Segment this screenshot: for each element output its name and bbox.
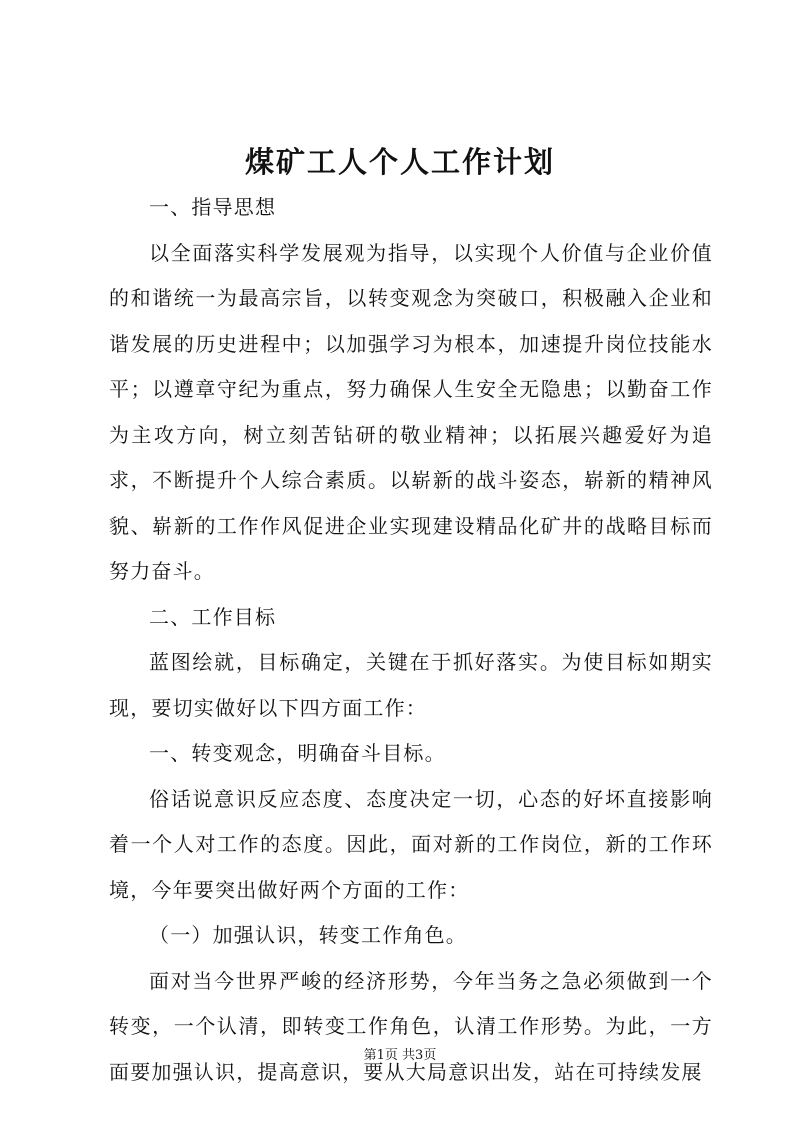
paragraph-guiding-ideology: 以全面落实科学发展观为指导，以实现个人价值与企业价值的和谐统一为最高宗旨，以转变观念为突破口，积极融入企业和谐发展的历史进程中；以加强学习为根本，加速提升岗位技能水平；以遵章守纪为重点，努力确保人生安全无隐患；以勤奋工作为主攻方向，树立刻苦钻研的敬业精神；以拓展兴趣爱好为追求，不断提升个人综合素质。以崭新的战斗姿态，崭新的精神风貌、崭新的工作作风促进企业实现建设精品化矿井的战略目标而努力奋斗。 bbox=[109, 240, 713, 583]
subheading-strengthen-awareness: （一）加强认识，转变工作角色。 bbox=[149, 923, 467, 947]
subheading-change-concept: 一、转变观念，明确奋斗目标。 bbox=[149, 741, 446, 765]
heading-work-goals: 二、工作目标 bbox=[149, 604, 277, 629]
heading-guiding-ideology: 一、指导思想 bbox=[149, 195, 277, 219]
document-body bbox=[109, 185, 713, 1095]
paragraph-change-concept: 俗话说意识反应态度、态度决定一切，心态的好坏直接影响着一个人对工作的态度。因此，面对新的工作岗位，新的工作环境，今年要突出做好两个方面的工作： bbox=[109, 786, 713, 902]
document-title: 煤矿工人个人工作计划 bbox=[244, 145, 555, 179]
paragraph-strengthen-awareness: 面对当今世界严峻的经济形势，今年当务之急必须做到一个转变，一个认清，即转变工作角色，认清工作形势。为此，一方面要加强认识，提高意识，要从大局意识出发，站在可持续发展 bbox=[109, 968, 713, 1084]
page-footer: 第1页 共3页 bbox=[363, 1048, 437, 1063]
paragraph-work-goals: 蓝图绘就，目标确定，关键在于抓好落实。为使目标如期实现，要切实做好以下四方面工作： bbox=[109, 650, 713, 720]
